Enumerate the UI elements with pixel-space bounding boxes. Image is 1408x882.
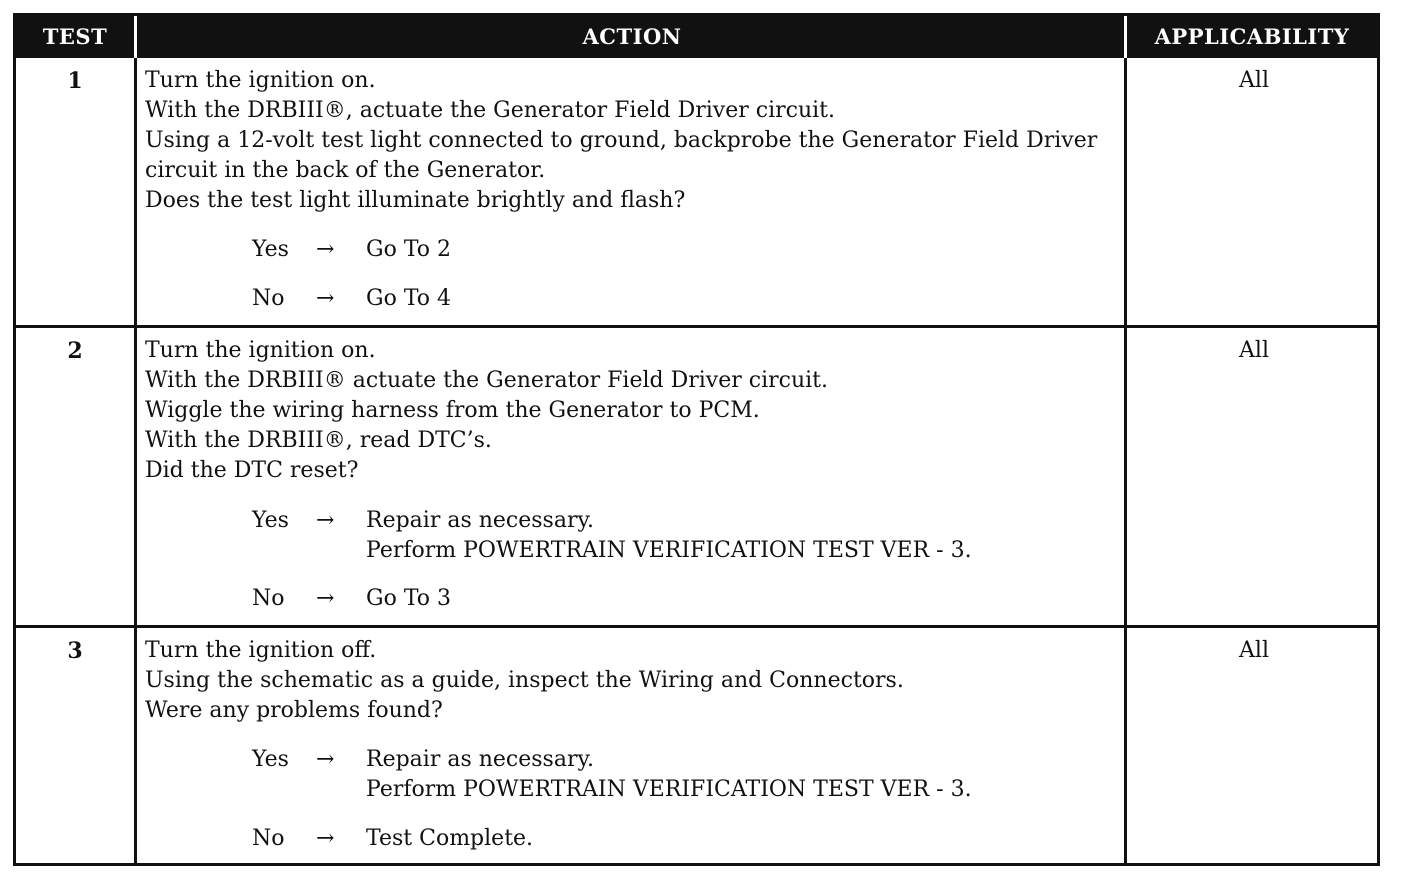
arrow-icon: → [316, 826, 335, 851]
yes-label: Yes [252, 237, 289, 262]
yes-answer [252, 745, 972, 802]
action-step: Turn the ignition on. [145, 68, 376, 93]
result-line: Perform POWERTRAIN VERIFICATION TEST VER - 3. [366, 777, 972, 802]
header-action: ACTION [582, 24, 682, 49]
action-step: With the DRBIII®, read DTC’s. [145, 428, 492, 453]
result-line: Go To 4 [366, 286, 452, 311]
header-applicability: APPLICABILITY [1154, 24, 1350, 49]
result-line: Perform POWERTRAIN VERIFICATION TEST VER - 3. [366, 538, 972, 563]
action-steps [145, 336, 1125, 486]
result-line: Go To 2 [366, 237, 452, 262]
action-step: Turn the ignition on. [145, 338, 376, 363]
action-step: Wiggle the wiring harness from the Generator to PCM. [145, 398, 760, 423]
no-label: No [252, 586, 285, 611]
applicability-value: All [1239, 638, 1269, 663]
result-line: Repair as necessary. [366, 747, 594, 772]
test-number: 1 [67, 68, 83, 94]
no-label: No [252, 286, 285, 311]
action-step: circuit in the back of the Generator. [145, 158, 546, 183]
action-steps [145, 66, 1125, 216]
yes-result [366, 745, 972, 805]
arrow-icon: → [316, 286, 335, 311]
applicability-value: All [1239, 68, 1269, 93]
arrow-icon: → [316, 508, 335, 533]
action-step: Using a 12-volt test light connected to ground, backprobe the Generator Field Driver [145, 128, 1098, 153]
no-answer [252, 824, 534, 854]
no-answer [252, 284, 452, 314]
row-divider [16, 325, 1377, 328]
table-header [16, 16, 1377, 58]
action-step: Were any problems found? [145, 698, 443, 723]
action-step: With the DRBIII®, actuate the Generator Field Driver circuit. [145, 98, 835, 123]
applicability-value: All [1239, 338, 1269, 363]
action-step: With the DRBIII® actuate the Generator Field Driver circuit. [145, 368, 828, 393]
diagnostic-test-table [13, 13, 1380, 866]
no-result [366, 824, 533, 854]
yes-label: Yes [252, 747, 289, 772]
yes-label: Yes [252, 508, 289, 533]
action-steps [145, 636, 1125, 726]
arrow-icon: → [316, 237, 335, 262]
yes-answer [252, 506, 972, 563]
yes-answer [252, 235, 452, 265]
no-result [366, 284, 451, 314]
arrow-icon: → [316, 586, 335, 611]
action-step: Turn the ignition off. [145, 638, 377, 663]
result-line: Go To 3 [366, 586, 452, 611]
test-number: 2 [67, 338, 83, 364]
no-answer [252, 584, 452, 614]
result-line: Repair as necessary. [366, 508, 594, 533]
no-result [366, 584, 451, 614]
action-step: Did the DTC reset? [145, 458, 359, 483]
test-number: 3 [67, 638, 83, 664]
row-divider [16, 625, 1377, 628]
yes-result [366, 506, 972, 566]
no-label: No [252, 826, 285, 851]
yes-result [366, 235, 451, 265]
arrow-icon: → [316, 747, 335, 772]
header-test: TEST [42, 24, 108, 49]
action-step: Using the schematic as a guide, inspect the Wiring and Connectors. [145, 668, 904, 693]
action-step: Does the test light illuminate brightly and flash? [145, 188, 686, 213]
column-divider [134, 58, 137, 866]
result-line: Test Complete. [366, 826, 534, 851]
